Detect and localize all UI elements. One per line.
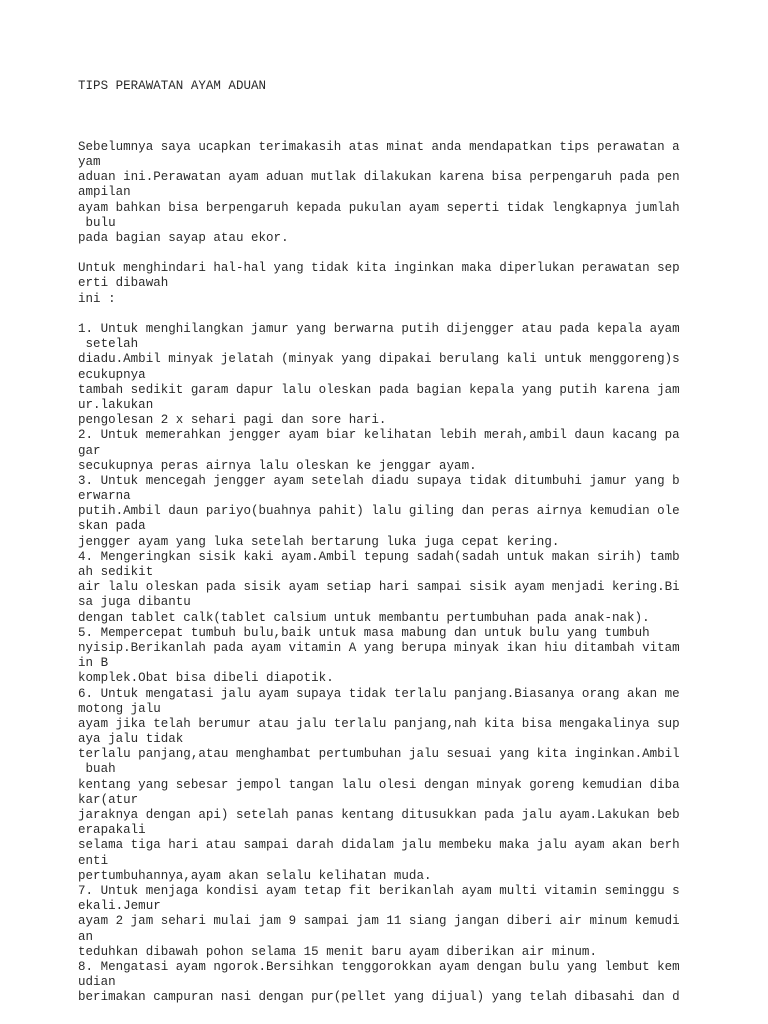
spacer (78, 307, 758, 322)
text-line: kar(atur (78, 792, 139, 807)
text-line: ini : (78, 291, 116, 306)
text-line: setelah (78, 337, 139, 352)
text-line: an (78, 929, 94, 944)
text-line: motong jalu (78, 701, 161, 716)
text-line: ekali.Jemur (78, 899, 161, 914)
text-line: sa juga dibantu (78, 595, 191, 610)
text-line: kentang yang sebesar jempol tangan lalu olesi dengan minyak goreng kemudian diba (78, 777, 680, 792)
text-line: erapakali (78, 823, 146, 838)
text-line: selama tiga hari atau sampai darah didalam jalu membeku maka jalu ayam akan berh (78, 838, 680, 853)
text-line: air lalu oleskan pada sisik ayam setiap hari sampai sisik ayam menjadi kering.Bi (78, 580, 680, 595)
text-line: ampilan (78, 185, 131, 200)
text-line: jaraknya dengan api) setelah panas kentang ditusukkan pada jalu ayam.Lakukan beb (78, 808, 680, 822)
text-line: Sebelumnya saya ucapkan terimakasih atas minat anda mendapatkan tips perawatan a (78, 139, 680, 154)
tips-list (78, 322, 758, 1005)
text-line: erwarna (78, 489, 131, 504)
spacer (78, 125, 758, 140)
text-line: terlalu panjang,atau menghambat pertumbuhan jalu sesuai yang kita inginkan.Ambil (78, 747, 680, 762)
text-line: ah sedikit (78, 565, 154, 579)
text-line: 1. Untuk menghilangkan jamur yang berwarna putih dijengger atau pada kepala ayam (78, 322, 680, 336)
text-line: erti dibawah (78, 276, 169, 291)
spacer (78, 94, 758, 109)
text-line: yam (78, 154, 101, 169)
text-line: udian (78, 975, 116, 990)
text-line: ur.lakukan (78, 397, 154, 412)
text-line: ayam bahkan bisa berpengaruh kepada pukulan ayam seperti tidak lengkapnya jumlah (78, 200, 680, 215)
text-line: komplek.Obat bisa dibeli diapotik. (78, 671, 334, 686)
text-line: buah (78, 762, 116, 777)
text-line: 4. Mengeringkan sisik kaki ayam.Ambil tepung sadah(sadah untuk makan sirih) tamb (78, 549, 680, 564)
intro-paragraph (78, 140, 758, 246)
spacer (78, 246, 758, 261)
spacer (78, 109, 758, 124)
text-line: in B (78, 656, 109, 671)
text-line: diadu.Ambil minyak jelatah (minyak yang dipakai berulang kali untuk menggoreng)s (78, 352, 680, 367)
document-page (78, 79, 758, 1005)
text-line: nyisip.Berikanlah pada ayam vitamin A yang berupa minyak ikan hiu ditambah vitam (78, 640, 680, 655)
text-line: aduan ini.Perawatan ayam aduan mutlak dilakukan karena bisa perpengaruh pada pen (78, 170, 680, 185)
text-line: berimakan campuran nasi dengan pur(pellet yang dijual) yang telah dibasahi dan d (78, 990, 680, 1005)
text-line: enti (78, 853, 109, 868)
text-line: teduhkan dibawah pohon selama 15 menit baru ayam diberikan air minum. (78, 944, 597, 959)
text-line: pada bagian sayap atau ekor. (78, 230, 289, 245)
text-line: skan pada (78, 519, 146, 534)
text-line: aya jalu tidak (78, 732, 184, 747)
text-line: dengan tablet calk(tablet calsium untuk membantu pertumbuhan pada anak-nak). (78, 610, 650, 625)
text-line: jengger ayam yang luka setelah bertarung luka juga cepat kering. (78, 534, 560, 549)
text-line: 2. Untuk memerahkan jengger ayam biar kelihatan lebih merah,ambil daun kacang pa (78, 428, 680, 443)
text-line: ecukupnya (78, 367, 146, 382)
text-line: putih.Ambil daun pariyo(buahnya pahit) lalu giling dan peras airnya kemudian ole (78, 504, 680, 519)
text-line: ayam jika telah berumur atau jalu terlalu panjang,nah kita bisa mengakalinya sup (78, 716, 680, 731)
text-line: bulu (78, 215, 116, 230)
lead-paragraph (78, 261, 758, 307)
text-line: 6. Untuk mengatasi jalu ayam supaya tidak terlalu panjang.Biasanya orang akan me (78, 686, 680, 701)
text-line: ayam 2 jam sehari mulai jam 9 sampai jam 11 siang jangan diberi air minum kemudi (78, 914, 680, 929)
text-line: pertumbuhannya,ayam akan selalu kelihatan muda. (78, 868, 432, 883)
text-line: 5. Mempercepat tumbuh bulu,baik untuk masa mabung dan untuk bulu yang tumbuh (78, 625, 650, 640)
text-line: pengolesan 2 x sehari pagi dan sore hari. (78, 413, 387, 428)
text-line: gar (78, 443, 101, 458)
text-line: Untuk menghindari hal-hal yang tidak kita inginkan maka diperlukan perawatan sep (78, 261, 680, 276)
document-title: TIPS PERAWATAN AYAM ADUAN (78, 79, 267, 93)
text-line: tambah sedikit garam dapur lalu oleskan pada bagian kepala yang putih karena jam (78, 382, 680, 397)
text-line: secukupnya peras airnya lalu oleskan ke jenggar ayam. (78, 458, 477, 473)
text-line: 3. Untuk mencegah jengger ayam setelah diadu supaya tidak ditumbuhi jamur yang b (78, 473, 680, 488)
text-line: 7. Untuk menjaga kondisi ayam tetap fit berikanlah ayam multi vitamin seminggu s (78, 883, 680, 898)
text-line: 8. Mengatasi ayam ngorok.Bersihkan tenggorokkan ayam dengan bulu yang lembut kem (78, 959, 680, 974)
